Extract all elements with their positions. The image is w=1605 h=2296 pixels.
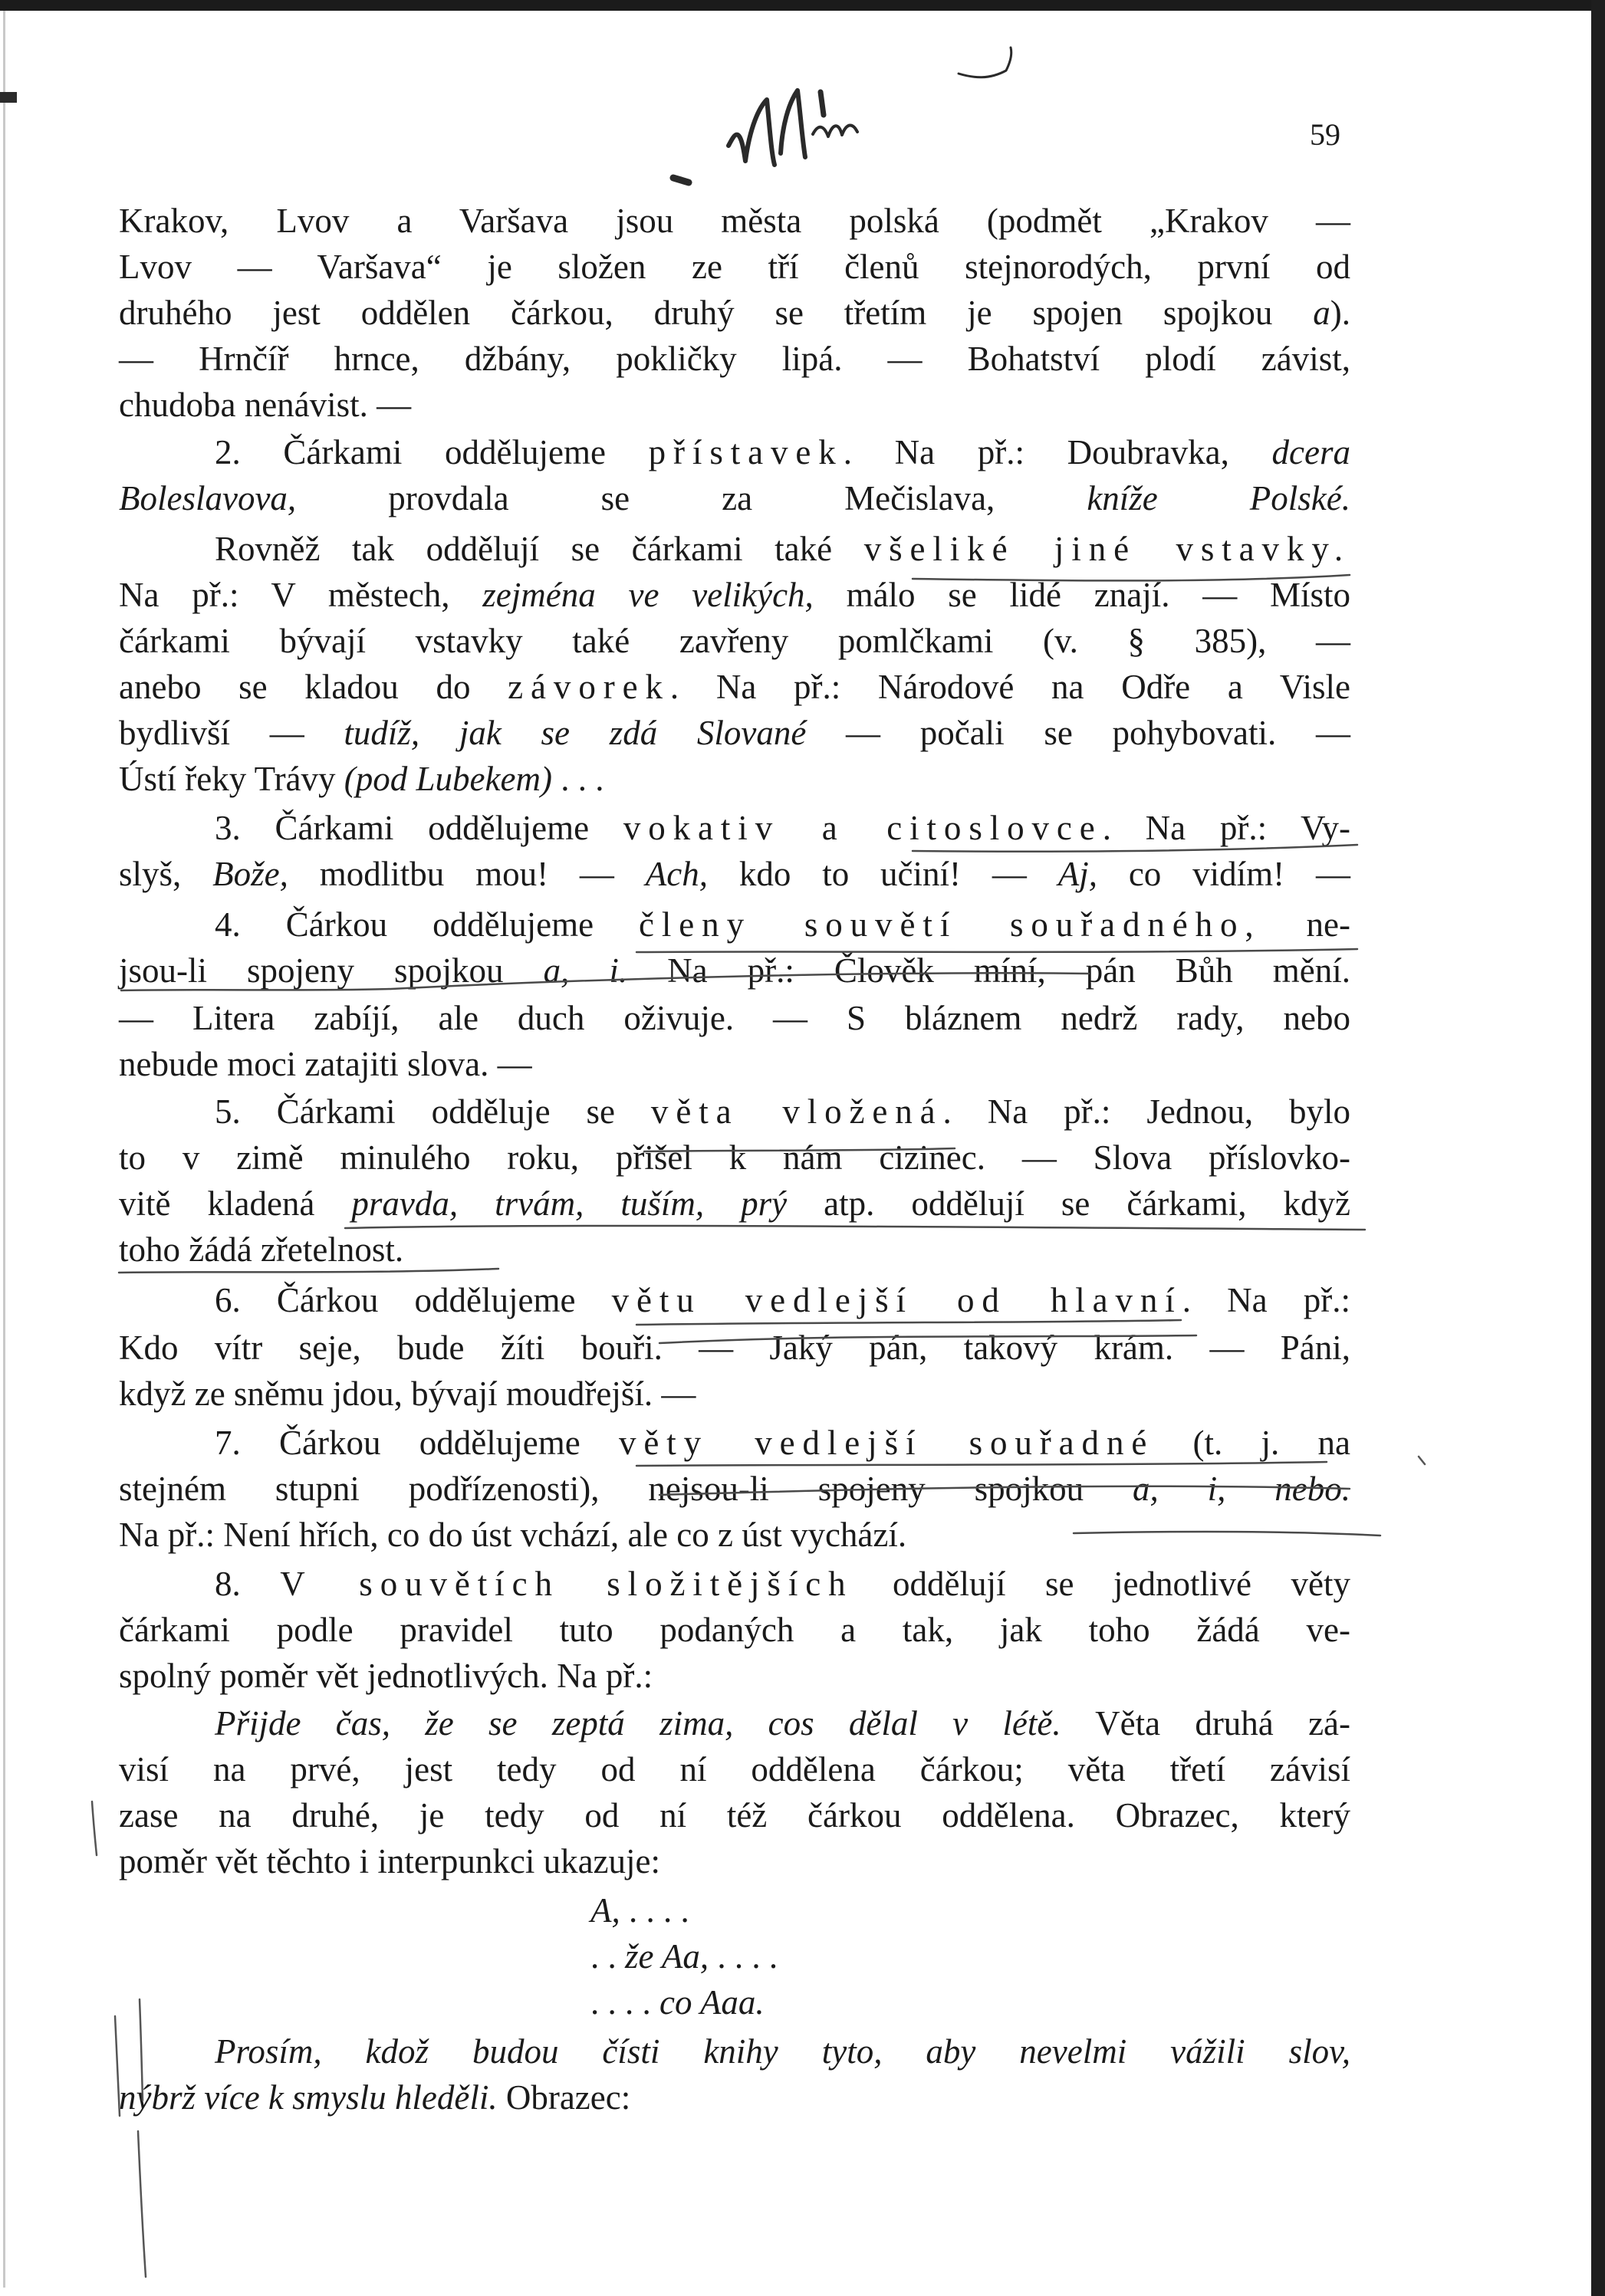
italic-text: že Aa, <box>625 1937 709 1976</box>
text-line <box>215 902 1350 948</box>
text-segment: Rovněž tak oddělují se čárkami také <box>215 530 864 568</box>
spaced-emphasis-text: V souvětích složitějších <box>280 1565 853 1603</box>
italic-text: Aj, <box>1057 855 1097 893</box>
scan-right-edge <box>1591 0 1605 2296</box>
text-segment: 3. Čárkami oddělujeme <box>215 809 623 847</box>
text-segment: — Hrnčíř hrnce, džbány, pokličky lipá. — Bohatství plodí závist, <box>119 340 1350 378</box>
spaced-emphasis-text: závorek <box>508 668 670 706</box>
text-line <box>215 805 1350 851</box>
text-line <box>119 1512 1350 1558</box>
spaced-emphasis-text: věty vedlejší souřadné <box>618 1424 1155 1462</box>
text-segment: . Na př.: Doubravka, <box>843 433 1272 471</box>
text-line <box>119 1466 1350 1512</box>
text-segment: . Na př.: Národové na Odře a Visle <box>669 668 1350 706</box>
text-segment: nebude moci zatajiti slova. — <box>119 1045 532 1083</box>
text-segment: oddělují se jednotlivé věty <box>853 1565 1351 1603</box>
text-line <box>119 618 1350 664</box>
text-segment: . Na př.: <box>1182 1281 1350 1319</box>
text-line <box>119 2074 1350 2120</box>
text-segment: . . . . <box>709 1937 778 1976</box>
text-line <box>215 2028 1350 2074</box>
text-segment: kdo to učiní! — <box>708 855 1058 893</box>
text-line <box>119 995 1350 1041</box>
text-segment: 6. Čárkou oddělujeme <box>215 1281 612 1319</box>
text-line <box>215 1089 1350 1135</box>
text-line <box>590 1979 765 2025</box>
text-segment: spolný poměr vět jednotlivých. Na př.: <box>119 1657 653 1695</box>
text-segment: toho žádá zřetelnost. <box>119 1230 404 1269</box>
italic-text: nýbrž více k smyslu hleděli. <box>119 2078 498 2117</box>
text-segment: 2. Čárkami oddělujeme <box>215 433 649 471</box>
text-segment: 5. Čárkami odděluje se <box>215 1092 651 1131</box>
text-line <box>119 475 1350 521</box>
text-line <box>119 851 1350 897</box>
text-line <box>119 1371 1350 1417</box>
text-segment: visí na prvé, jest tedy od ní oddělena čárkou; věta třetí závisí <box>119 1750 1350 1789</box>
text-segment: Kdo vítr seje, bude žíti bouři. — Jaký pán, takový krám. — Páni, <box>119 1329 1350 1367</box>
text-segment: to v zimě minulého roku, přišel k nám cizinec. — Slova příslovko- <box>119 1138 1350 1177</box>
text-segment: . Na př.: Jednou, bylo <box>942 1092 1351 1131</box>
text-line <box>215 429 1350 475</box>
text-segment: málo se lidé znají. — Místo <box>813 576 1350 614</box>
text-line <box>215 526 1350 572</box>
page-number: 59 <box>1310 117 1340 152</box>
text-segment: 4. Čárkou oddělujeme <box>215 905 640 944</box>
italic-text: A, <box>590 1891 620 1930</box>
text-segment: (t. j. na <box>1154 1424 1351 1462</box>
text-line <box>119 244 1350 290</box>
italic-text: a <box>1313 294 1330 332</box>
text-segment: . . . . <box>620 1891 689 1930</box>
text-segment: Lvov — Varšava“ je složen ze tří členů stejnorodých, první od <box>119 248 1350 286</box>
text-line <box>119 756 1350 802</box>
text-segment: ). <box>1330 294 1350 332</box>
text-segment: zase na druhé, je tedy od ní též čárkou oddělena. Obrazec, který <box>119 1796 1350 1835</box>
text-segment: — Litera zabíjí, ale duch oživuje. — S bláznem nedrž rady, nebo <box>119 999 1350 1037</box>
text-segment: modlitbu mou! — <box>288 855 646 893</box>
italic-text: Boleslavova, <box>119 479 297 517</box>
text-line <box>119 710 1350 756</box>
text-segment: chudoba nenávist. — <box>119 386 412 424</box>
text-segment: Ústí řeky Trávy <box>119 760 344 798</box>
text-line <box>215 1420 1350 1466</box>
scan-top-edge <box>0 0 1605 11</box>
text-segment: Na př.: V městech, <box>119 576 483 614</box>
text-line <box>119 948 1350 994</box>
text-line <box>119 1135 1350 1181</box>
text-line <box>119 1653 1350 1699</box>
text-segment: . . . <box>551 760 604 798</box>
text-segment: . Na př.: Vy- <box>1102 809 1351 847</box>
text-segment: druhého jest oddělen čárkou, druhý se třetím je spojen spojkou <box>119 294 1314 332</box>
text-segment: slyš, <box>119 855 213 893</box>
text-line <box>119 1838 1350 1884</box>
text-segment: provdala se za Mečislava, <box>296 479 1087 517</box>
text-segment: anebo se kladou do <box>119 668 508 706</box>
italic-text: dcera <box>1271 433 1350 471</box>
text-segment: poměr vět těchto i interpunkci ukazuje: <box>119 1842 661 1880</box>
text-line <box>215 1700 1350 1746</box>
spaced-emphasis-text: věta vložená <box>650 1092 943 1131</box>
text-line <box>119 336 1350 382</box>
text-segment: Obrazec: <box>497 2078 631 2117</box>
text-line <box>119 1181 1350 1227</box>
text-segment: atp. oddělují se čárkami, když <box>787 1184 1350 1223</box>
italic-text: tudíž, jak se zdá Slované <box>344 714 807 752</box>
text-segment: jsou-li spojeny spojkou <box>119 951 544 990</box>
text-line <box>119 1607 1350 1653</box>
text-line <box>119 664 1350 710</box>
text-line <box>215 1277 1350 1323</box>
text-line <box>119 382 1350 428</box>
spaced-emphasis-text: všeliké jiné vstavky. <box>863 530 1350 568</box>
italic-text: a, i. <box>543 951 628 990</box>
text-segment: Krakov, Lvov a Varšava jsou města polská (podmět „Krakov — <box>119 202 1350 240</box>
text-segment: Věta druhá zá- <box>1061 1704 1350 1743</box>
italic-text: Bože, <box>212 855 288 893</box>
text-line <box>119 290 1350 336</box>
spaced-emphasis-text: vokativ a citoslovce <box>623 809 1103 847</box>
text-line <box>119 1041 1350 1087</box>
text-segment: . . <box>590 1937 625 1976</box>
text-segment: čárkami podle pravidel tuto podaných a tak, jak toho žádá ve- <box>119 1611 1350 1649</box>
text-line <box>119 1227 1350 1273</box>
text-segment: stejném stupni podřízenosti), nejsou-li spojeny spojkou <box>119 1470 1133 1508</box>
text-line <box>119 1746 1350 1792</box>
italic-text: co Aaa. <box>659 1983 765 2022</box>
text-line <box>119 198 1350 244</box>
text-segment: čárkami bývají vstavky také zavřeny pomlčkami (v. § 385), — <box>119 622 1350 660</box>
text-segment: Na př.: Není hřích, co do úst vchází, ale co z úst vychází. <box>119 1516 907 1554</box>
text-segment: 7. Čárkou oddělujeme <box>215 1424 619 1462</box>
text-line <box>590 1887 689 1933</box>
italic-text: kníže Polské. <box>1087 479 1350 517</box>
text-segment: ne- <box>1261 905 1350 944</box>
text-segment: 8. <box>215 1565 281 1603</box>
text-segment: když ze sněmu jdou, bývají moudřejší. — <box>119 1375 696 1413</box>
scan-left-edge <box>3 11 5 2288</box>
italic-text: Prosím, kdož budou čísti knihy tyto, aby nevelmi vážili slov, <box>215 2032 1350 2071</box>
text-segment: bydlivší — <box>119 714 344 752</box>
text-line <box>119 1792 1350 1838</box>
text-segment: . . . . <box>590 1983 659 2022</box>
scan-left-mark <box>0 92 17 103</box>
italic-text: (pod Lubekem) <box>344 760 552 798</box>
text-line <box>119 1325 1350 1371</box>
text-line <box>215 1561 1350 1607</box>
spaced-emphasis-text: větu vedlejší od hlavní <box>611 1281 1182 1319</box>
italic-text: zejména ve velikých, <box>482 576 814 614</box>
text-segment: vitě kladená <box>119 1184 352 1223</box>
italic-text: Ach, <box>645 855 708 893</box>
text-segment: co vidím! — <box>1097 855 1351 893</box>
margin-signature <box>673 48 1011 182</box>
italic-text: a, i, nebo. <box>1132 1470 1350 1508</box>
spaced-emphasis-text: přístavek <box>648 433 844 471</box>
italic-text: pravda, trvám, tuším, prý <box>351 1184 788 1223</box>
italic-text: Přijde čas, že se zeptá zima, cos dělal v létě. <box>215 1704 1061 1743</box>
text-segment: Na př.: Člověk míní, pán Bůh mění. <box>627 951 1350 990</box>
text-line <box>590 1933 778 1979</box>
text-segment: — počali se pohybovati. — <box>806 714 1350 752</box>
text-line <box>119 572 1350 618</box>
spaced-emphasis-text: členy souvětí souřadného, <box>639 905 1261 944</box>
